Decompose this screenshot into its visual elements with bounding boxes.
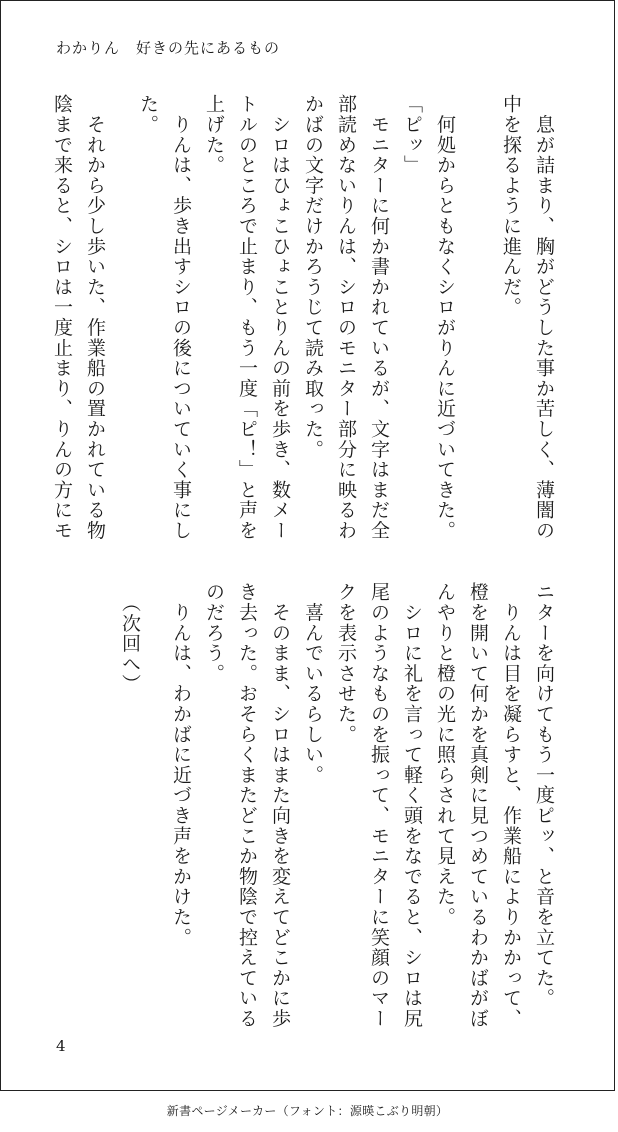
- text-line: りんは、わかばに近づき声をかけた。: [170, 582, 192, 948]
- text-line: それから少し歩いた、作業船の置かれている物: [84, 94, 106, 541]
- story-title: 好きの先にあるもの: [136, 39, 281, 57]
- text-line: 上げた。: [203, 94, 225, 176]
- text-line: 部読めないりんは、シロのモニター部分に映るわ: [335, 94, 357, 541]
- text-line: 何処からともなくシロがりんに近づいてきた。: [434, 94, 456, 541]
- text-line: 息が詰まり、胸がどうした事か苦しく、薄闇の: [533, 94, 555, 541]
- text-line: そのまま、シロはまた向きを変えてどこかに歩: [269, 582, 291, 1029]
- text-line: 橙を開いて何かを真剣に見つめているわかばがぼ: [467, 582, 489, 1029]
- text-line: 喜んでいるらしい。: [302, 582, 324, 785]
- footer-credit: 新書ページメーカー（フォント：源暎こぶり明朝）: [166, 1104, 449, 1118]
- text-line: き去った。おそらくまたどこか物陰で控えている: [236, 582, 258, 1029]
- text-line: んやりと橙の光に照らされて見えた。: [434, 582, 456, 928]
- text-line: た。: [137, 94, 159, 135]
- text-line: かばの文字だけかろうじて読み取った。: [302, 94, 324, 460]
- text-line: シロに礼を言って軽く頭をなでると、シロは尻: [401, 582, 423, 1029]
- text-line: 「ピッ」: [401, 94, 423, 176]
- text-line: りんは、歩き出すシロの後についていく事にし: [170, 94, 192, 541]
- text-line: ニターを向けてもう一度ピッ、と音を立てた。: [533, 582, 555, 1009]
- lower-text-block: [1, 94, 616, 1029]
- text-line: シロはひょこひょことりんの前を歩き、数メー: [269, 94, 291, 541]
- page-number: 4: [56, 1037, 66, 1055]
- next-episode-note: （次回へ）: [119, 582, 141, 695]
- text-line: モニターに何か書かれているが、文字はまだ全: [368, 94, 390, 541]
- text-line: 中を探るように進んだ。: [500, 94, 522, 318]
- running-head: [56, 37, 280, 58]
- text-line: クを表示させた。: [335, 582, 357, 745]
- author-name: わかりん: [56, 39, 121, 57]
- text-line: トルのところで止まり、もう一度「ピ！」と声を: [236, 94, 258, 541]
- text-line: のだろう。: [203, 582, 225, 684]
- text-line: 尾のようなものを振って、モニターに笑顔のマー: [368, 582, 390, 1029]
- text-line: りんは目を凝らすと、作業船によりかかって、: [500, 582, 522, 1029]
- text-line: 陰まで来ると、シロは一度止まり、りんの方にモ: [51, 94, 73, 541]
